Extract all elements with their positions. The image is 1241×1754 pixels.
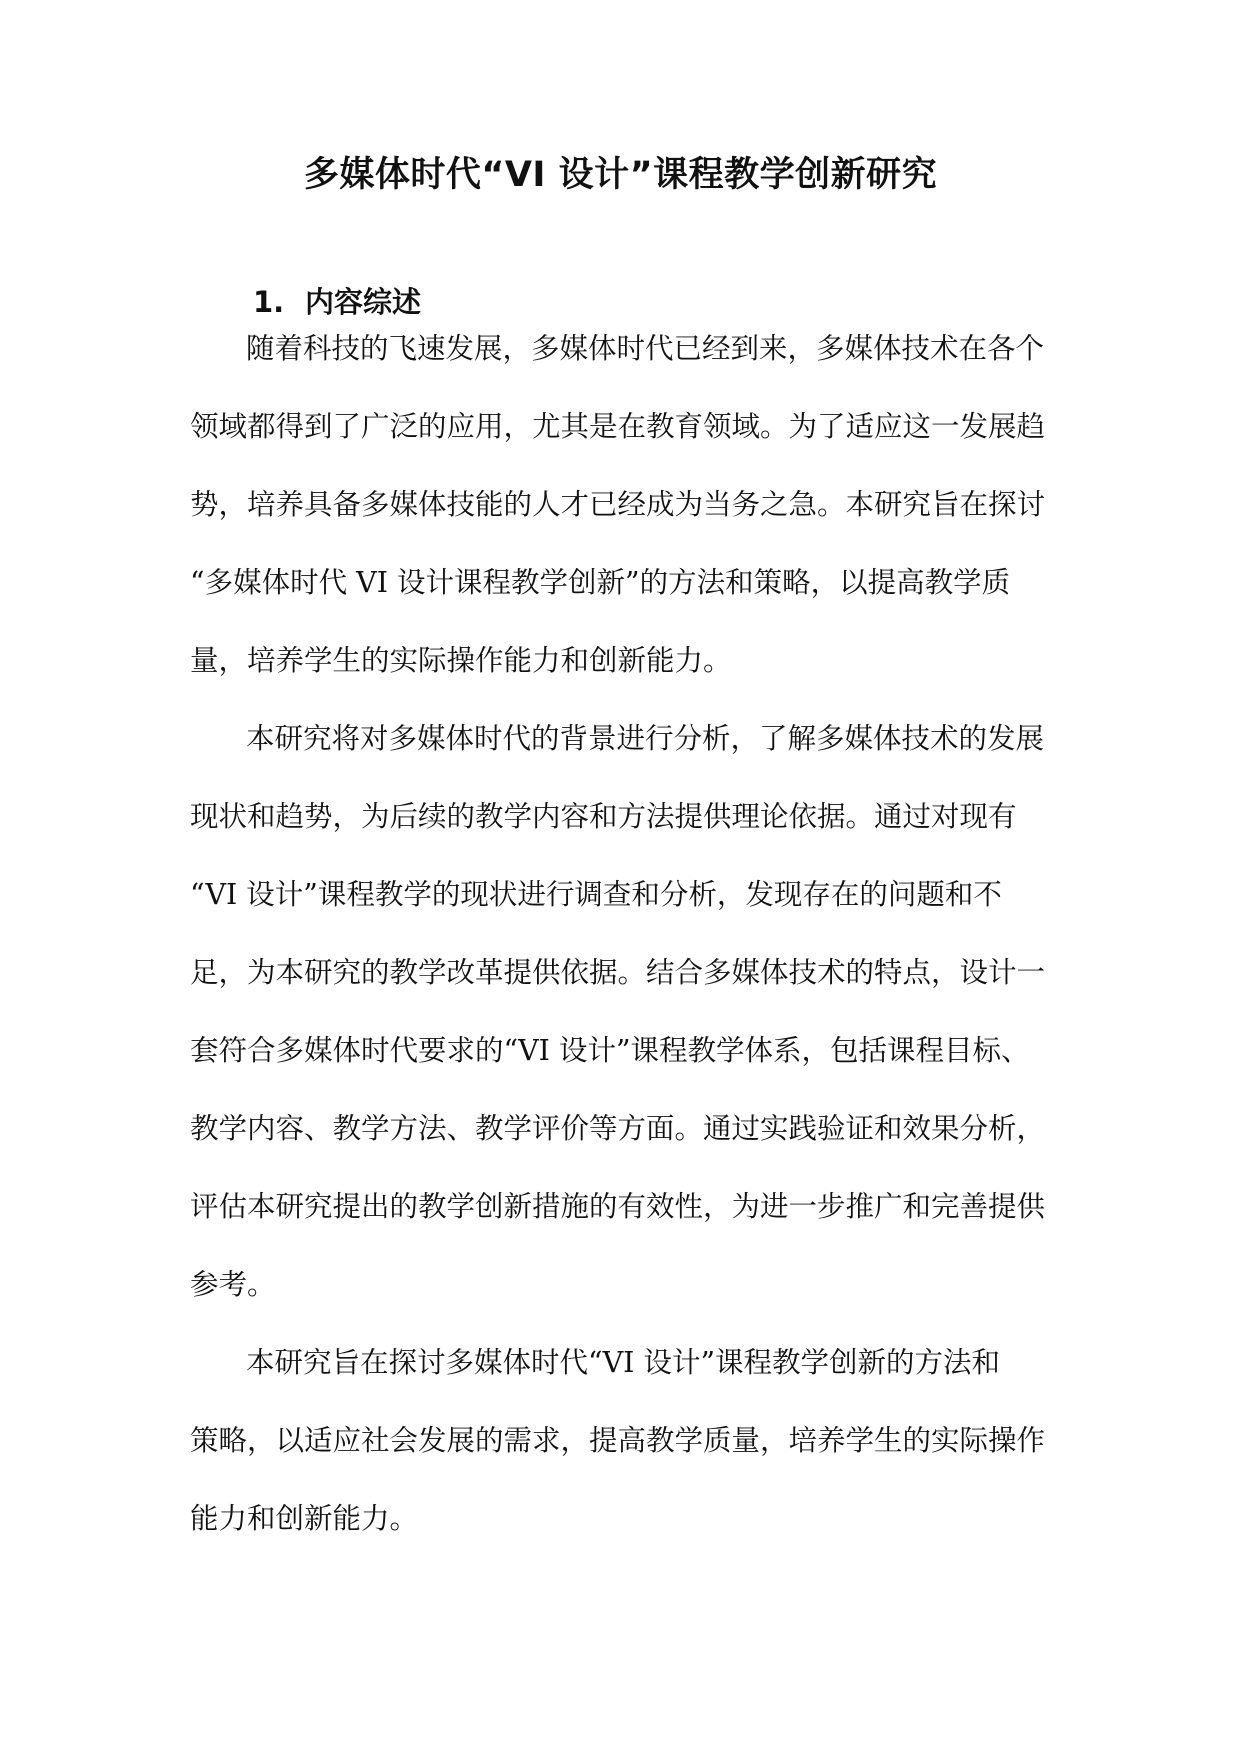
paragraph-line: 量，培养学生的实际操作能力和创新能力。 xyxy=(190,644,732,677)
paragraph-line: 教学内容、教学方法、教学评价等方面。通过实践验证和效果分析， xyxy=(190,1112,1046,1145)
paragraph-line: 参考。 xyxy=(190,1268,276,1301)
document-title: 多媒体时代“VI 设计”课程教学创新研究 xyxy=(303,155,938,195)
paragraph-line: 评估本研究提出的教学创新措施的有效性，为进一步推广和完善提供 xyxy=(190,1190,1046,1223)
paragraph-line: 本研究将对多媒体时代的背景进行分析，了解多媒体技术的发展 xyxy=(246,722,1045,755)
paragraph-line: 领域都得到了广泛的应用，尤其是在教育领域。为了适应这一发展趋 xyxy=(190,410,1046,443)
paragraph-3 xyxy=(190,1324,1045,1558)
paragraph-1 xyxy=(190,310,1045,700)
paragraph-line: “多媒体时代 VI 设计课程教学创新”的方法和策略，以提高教学质 xyxy=(190,566,1011,599)
paragraph-line: 策略，以适应社会发展的需求，提高教学质量，培养学生的实际操作 xyxy=(190,1424,1046,1457)
paragraph-line: 能力和创新能力。 xyxy=(190,1502,419,1535)
paragraph-line: “VI 设计”课程教学的现状进行调查和分析，发现存在的问题和不 xyxy=(190,878,1002,911)
section-number: 1. xyxy=(253,285,285,319)
paragraph-line: 套符合多媒体时代要求的“VI 设计”课程教学体系，包括课程目标、 xyxy=(190,1034,1030,1067)
paragraph-2 xyxy=(190,700,1045,1324)
paragraph-line: 势，培养具备多媒体技能的人才已经成为当务之急。本研究旨在探讨 xyxy=(190,488,1046,521)
section-heading-text: 内容综述 xyxy=(305,285,422,319)
paragraph-line: 随着科技的飞速发展，多媒体时代已经到来，多媒体技术在各个 xyxy=(246,332,1045,365)
paragraph-line: 足，为本研究的教学改革提供依据。结合多媒体技术的特点，设计一 xyxy=(190,956,1046,989)
paragraph-line: 现状和趋势，为后续的教学内容和方法提供理论依据。通过对现有 xyxy=(190,800,1017,833)
paragraph-line: 本研究旨在探讨多媒体时代“VI 设计”课程教学创新的方法和 xyxy=(246,1346,1001,1379)
